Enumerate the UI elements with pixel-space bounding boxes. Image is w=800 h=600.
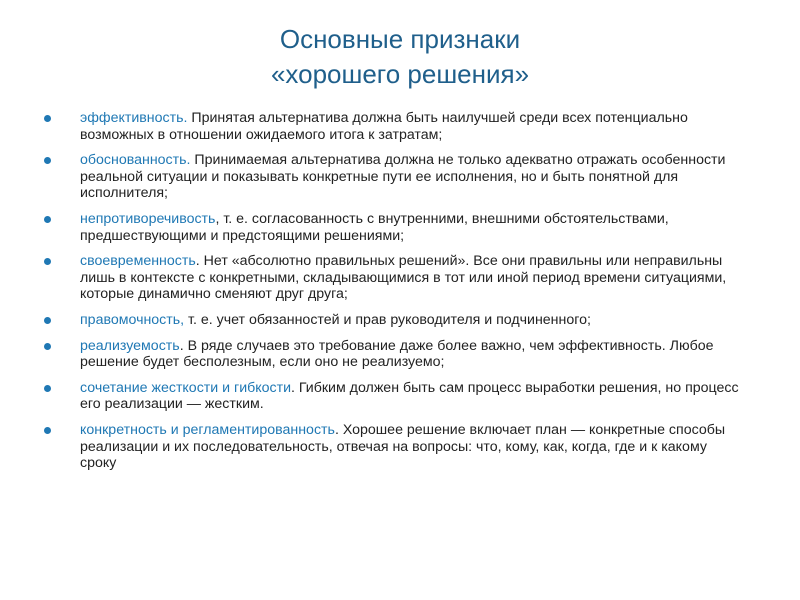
bullet-icon (44, 317, 51, 324)
page-title (0, 22, 800, 92)
list-item (44, 211, 744, 244)
item-term: сочетание жесткости и гибкости (80, 379, 292, 396)
item-text: . Гибким должен быть сам процесс выработки решения, но процесс его реализации — жестким. (80, 379, 739, 413)
bullet-icon (44, 385, 51, 392)
title-line-1: Основные признаки (279, 24, 521, 54)
bullet-icon (44, 343, 51, 350)
list-item (44, 253, 744, 303)
list-item (44, 380, 744, 413)
item-text: . В ряде случаев это требование даже более важно, чем эффективность. Любое решение будет бесполезным, если оно не реализуемо; (80, 337, 714, 371)
item-text: Принятая альтернатива должна быть наилучшей среди всех потенциально возможных в отношении ожидаемого итога к затратам; (80, 110, 688, 143)
item-text: т. е. учет обязанностей и прав руководителя и подчиненного; (184, 311, 591, 328)
item-term: обоснованность. (80, 152, 191, 169)
item-term: эффективность. (80, 110, 188, 126)
list-item (44, 422, 744, 472)
criteria-list (44, 110, 744, 481)
bullet-icon (44, 115, 51, 122)
item-text: Принимаемая альтернатива должна не только адекватно отражать особенности реальной ситуации и показывать конкретные пути ее исполнения, но и быть понятной для исполнителя; (80, 152, 726, 202)
item-text: . Хорошее решение включает план — конкретные способы реализации и их последовательность, отвечая на вопросы: что, кому, как, когда, где и к какому сроку (80, 421, 726, 472)
bullet-icon (44, 258, 51, 265)
bullet-icon (44, 216, 51, 223)
bullet-icon (44, 427, 51, 434)
item-term: правомочность, (80, 311, 185, 328)
list-item (44, 338, 744, 371)
item-term: непротиворечивость (80, 210, 216, 227)
list-item (44, 312, 744, 329)
item-text: . Нет «абсолютно правильных решений». Все они правильны или неправильны лишь в контексте с конкретными, складывающимися в тот или иной период времени ситуациями, которые динамично сменяют друг друга; (80, 253, 727, 303)
item-term: реализуемость (80, 337, 180, 354)
list-item (44, 110, 744, 143)
item-term: конкретность и регламентированность (80, 421, 335, 438)
item-term: своевременность (80, 253, 196, 270)
item-text: , т. е. согласованность с внутренними, внешними обстоятельствами, предшествующими и предстоящими решениями; (80, 210, 669, 244)
list-item (44, 152, 744, 202)
bullet-icon (44, 157, 51, 164)
title-line-2: «хорошего решения» (270, 59, 530, 89)
